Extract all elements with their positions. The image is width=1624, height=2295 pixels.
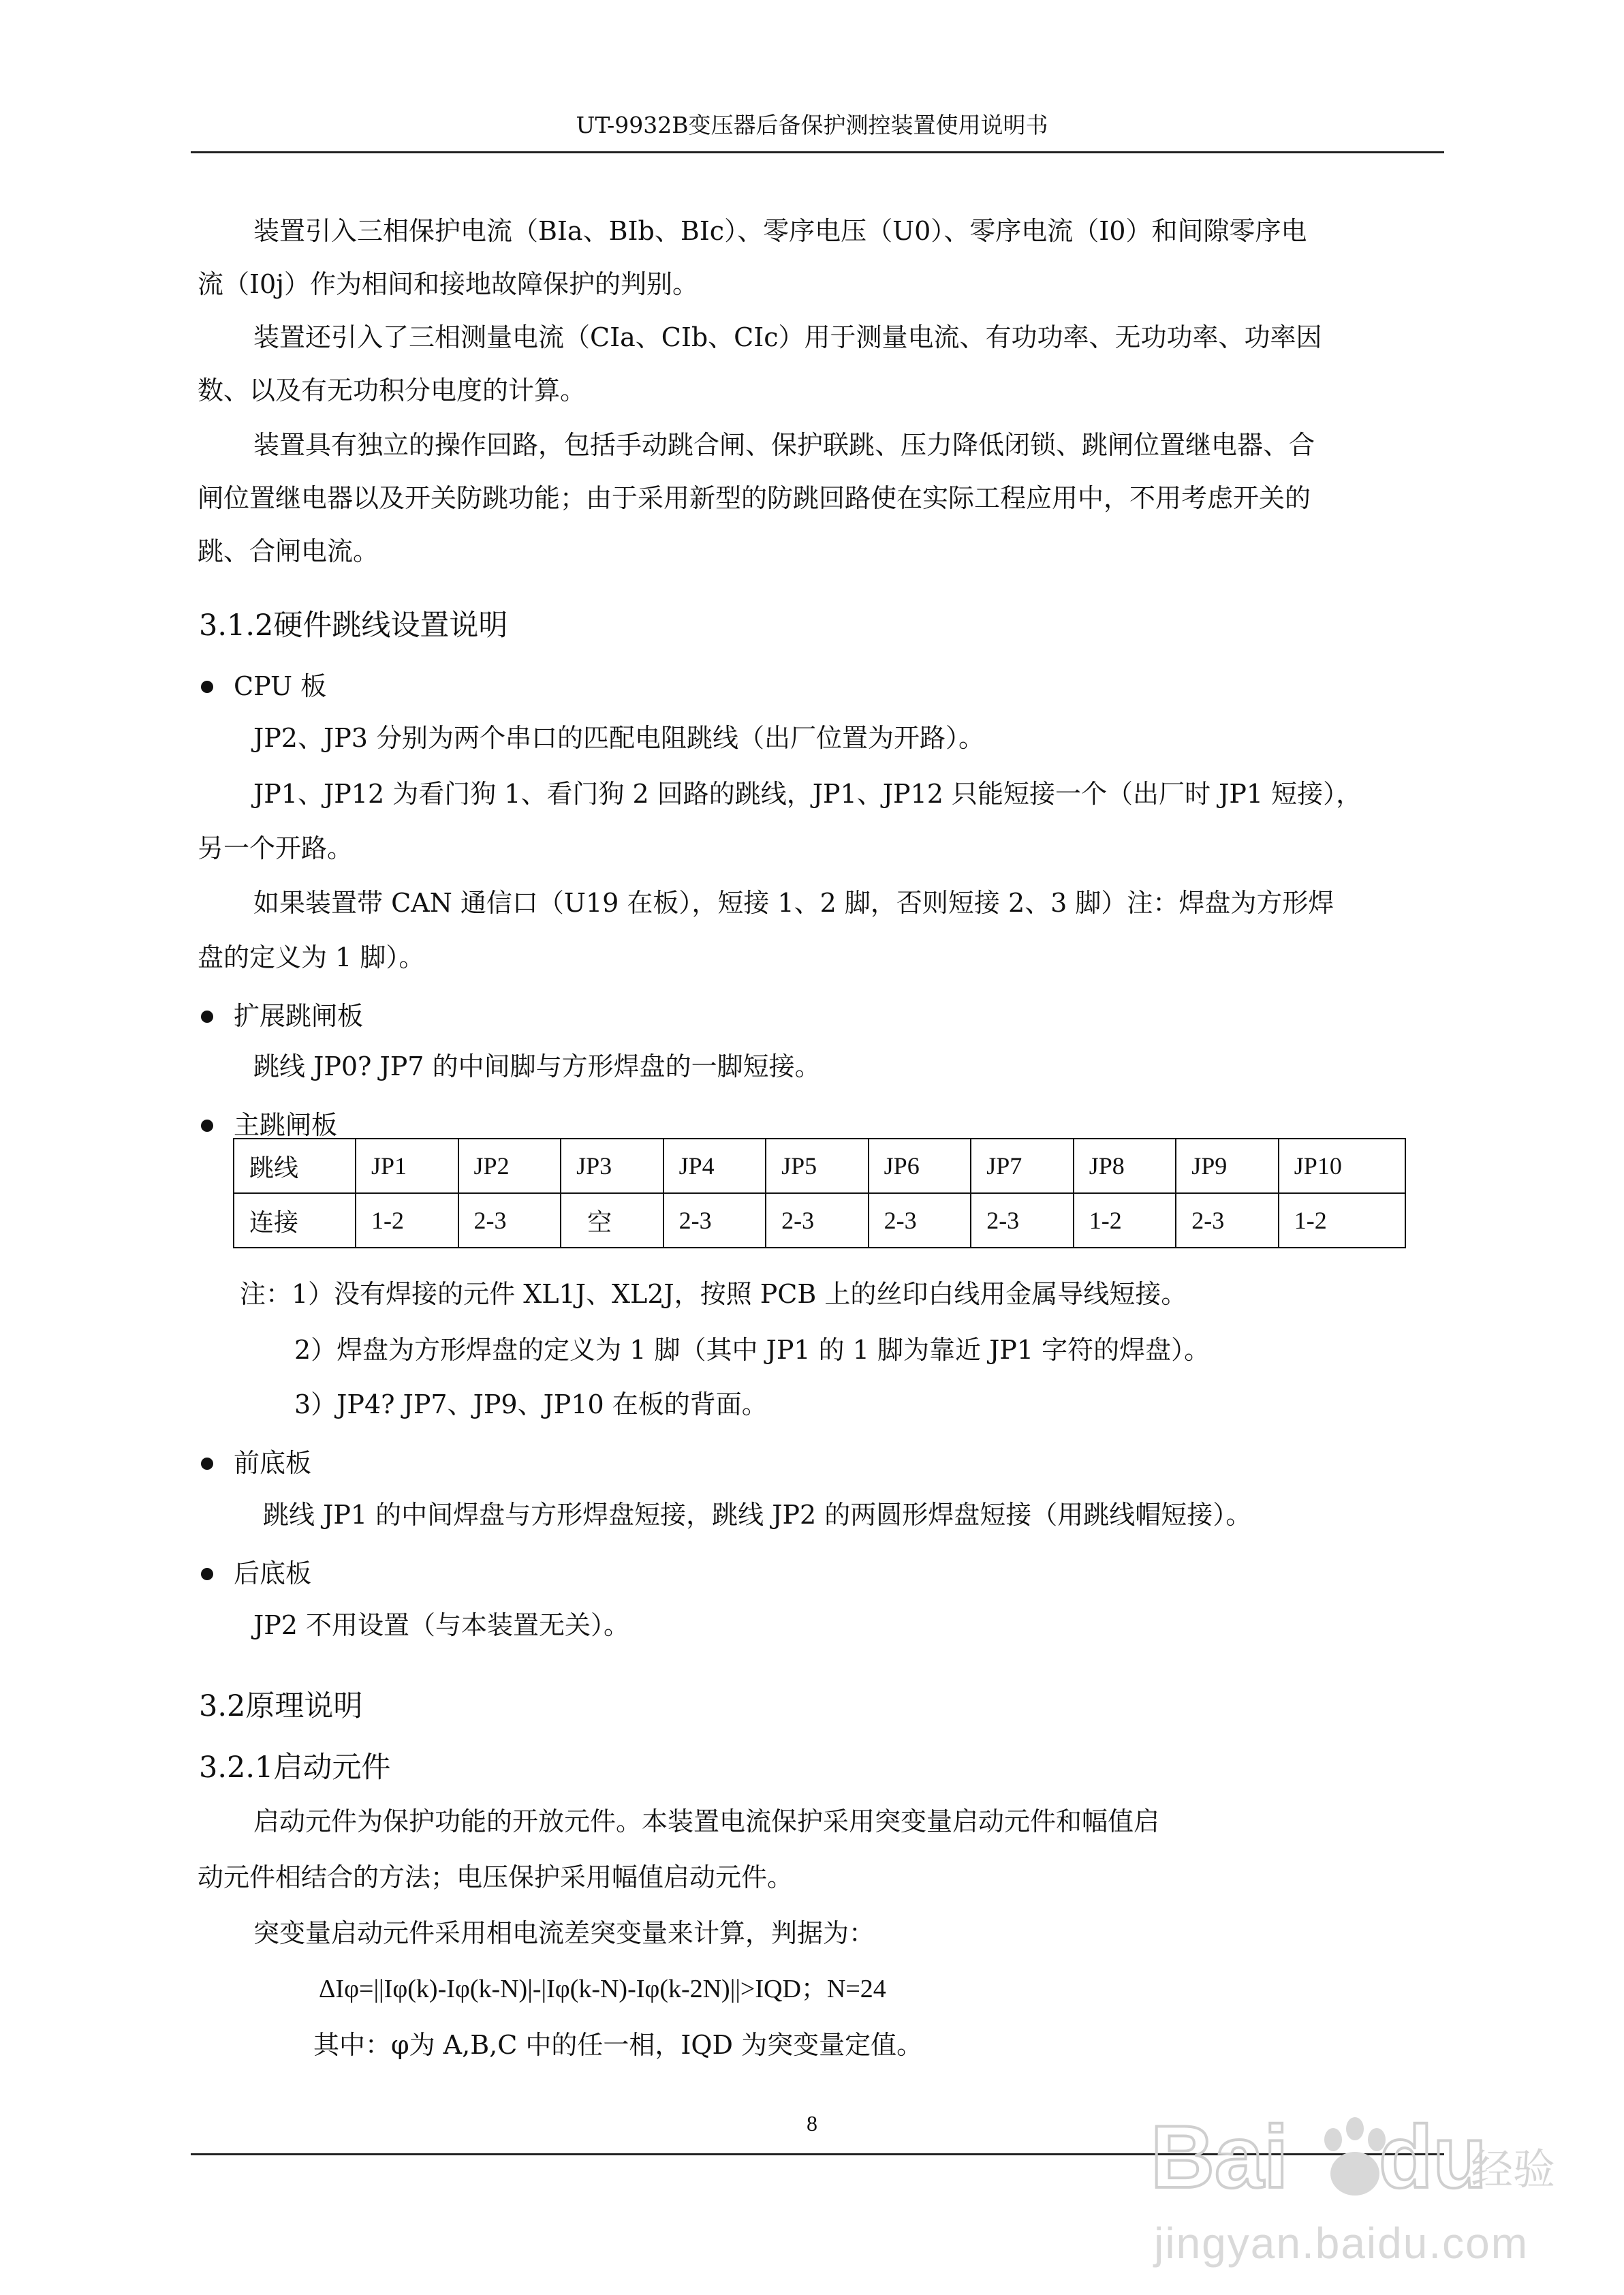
paragraph-line: 跳、合闸电流。: [198, 536, 379, 566]
svg-text:Bai: Bai: [1151, 2107, 1289, 2206]
svg-text:du: du: [1379, 2107, 1487, 2206]
table-cell: JP6: [869, 1139, 971, 1193]
paw-icon: [1324, 2117, 1386, 2196]
bullet-label: CPU 板: [234, 671, 327, 701]
bullet-main-trip-board: [201, 1104, 337, 1141]
table-cell: 空: [561, 1193, 663, 1248]
table-row: [234, 1139, 1405, 1193]
paragraph-line: JP1、JP12 为看门狗 1、看门狗 2 回路的跳线，JP1、JP12 只能短接一个（出厂时 JP1 短接），: [253, 779, 1362, 809]
page-header-title: UT-9932B变压器后备保护测控装置使用说明书: [576, 112, 1048, 138]
table-cell: JP5: [766, 1139, 869, 1193]
table-cell: 1-2: [356, 1193, 458, 1248]
table-cell: JP10: [1279, 1139, 1405, 1193]
table-cell: 1-2: [1074, 1193, 1176, 1248]
bullet-label: 后底板: [234, 1558, 312, 1588]
baidu-jingyan-watermark: [1151, 2099, 1559, 2215]
page-number: 8: [807, 2111, 817, 2136]
table-cell: 2-3: [971, 1193, 1074, 1248]
paragraph-line: JP2、JP3 分别为两个串口的匹配电阻跳线（出厂位置为开路）。: [253, 723, 985, 753]
bullet-extension-trip-board: [201, 995, 363, 1032]
note-line: 注：1）没有焊接的元件 XL1J、XL2J，按照 PCB 上的丝印白线用金属导线短接。: [240, 1279, 1187, 1309]
paragraph-line: 跳线 JP1 的中间焊盘与方形焊盘短接，跳线 JP2 的两圆形焊盘短接（用跳线帽短接）。: [263, 1500, 1252, 1530]
paragraph-line: 启动元件为保护功能的开放元件。本装置电流保护采用突变量启动元件和幅值启: [253, 1806, 1160, 1836]
baidu-logo-icon: [1151, 2099, 1559, 2215]
table-cell: JP8: [1074, 1139, 1176, 1193]
table-cell: 2-3: [1176, 1193, 1279, 1248]
table-cell: JP3: [561, 1139, 663, 1193]
bullet-dot-icon: [201, 1011, 213, 1023]
paragraph-line: 装置具有独立的操作回路，包括手动跳合闸、保护联跳、压力降低闭锁、跳闸位置继电器、合: [253, 430, 1315, 460]
jumper-table: [233, 1138, 1406, 1248]
table-cell: JP1: [356, 1139, 458, 1193]
paragraph-line: 动元件相结合的方法；电压保护采用幅值启动元件。: [198, 1862, 794, 1892]
table-cell: JP2: [458, 1139, 561, 1193]
paragraph-line: 装置还引入了三相测量电流（CIa、CIb、CIc）用于测量电流、有功功率、无功功率、功率因: [253, 322, 1322, 352]
paragraph-line: 其中：φ为 A,B,C 中的任一相，IQD 为突变量定值。: [313, 2030, 923, 2060]
paragraph-line: 另一个开路。: [198, 833, 354, 863]
paragraph-line: 闸位置继电器以及开关防跳功能；由于采用新型的防跳回路使在实际工程应用中，不用考虑开关的: [198, 483, 1311, 513]
table-cell: 连接: [234, 1193, 356, 1248]
bullet-label: 扩展跳闸板: [234, 1001, 364, 1031]
table-cell: JP7: [971, 1139, 1074, 1193]
svg-text:经验: 经验: [1471, 2144, 1556, 2194]
note-line: 2）焊盘为方形焊盘的定义为 1 脚（其中 JP1 的 1 脚为靠近 JP1 字符的焊盘）。: [294, 1335, 1211, 1365]
bullet-rear-base-board: [201, 1552, 311, 1590]
paragraph-line: 如果装置带 CAN 通信口（U19 在板），短接 1、2 脚，否则短接 2、3 脚）注：焊盘为方形焊: [253, 888, 1334, 918]
bullet-dot-icon: [201, 1120, 213, 1132]
table-cell: 2-3: [869, 1193, 971, 1248]
formula: ΔIφ=||Iφ(k)-Iφ(k-N)|-|Iφ(k-N)-Iφ(k-2N)||>IQD；N=24: [319, 1975, 886, 2003]
note-line: 3）JP4? JP7、JP9、JP10 在板的背面。: [294, 1389, 768, 1419]
paragraph-line: 数、以及有无功积分电度的计算。: [198, 375, 587, 405]
bullet-front-base-board: [201, 1442, 311, 1479]
paragraph-line: 突变量启动元件采用相电流差突变量来计算，判据为：: [253, 1918, 875, 1948]
bullet-cpu-board: [201, 665, 326, 703]
section-heading-3-2-1: 3.2.1启动元件: [199, 1751, 391, 1785]
table-cell: JP9: [1176, 1139, 1279, 1193]
section-heading-3-1-2: 3.1.2硬件跳线设置说明: [199, 609, 508, 643]
table-cell: 2-3: [766, 1193, 869, 1248]
paragraph-line: 跳线 JP0? JP7 的中间脚与方形焊盘的一脚短接。: [253, 1051, 821, 1081]
paragraph-line: 盘的定义为 1 脚）。: [198, 942, 425, 972]
table-row: [234, 1193, 1405, 1248]
table-cell: 1-2: [1279, 1193, 1405, 1248]
bullet-label: 前底板: [234, 1448, 312, 1478]
bullet-dot-icon: [201, 1458, 213, 1470]
paragraph-line: 装置引入三相保护电流（BIa、BIb、BIc）、零序电压（U0）、零序电流（I0）和间隙零序电: [253, 216, 1307, 246]
table-cell: 2-3: [663, 1193, 766, 1248]
table-cell: 跳线: [234, 1139, 356, 1193]
watermark-url: jingyan.baidu.com: [1154, 2219, 1529, 2268]
bullet-label: 主跳闸板: [234, 1110, 338, 1140]
table-cell: 2-3: [458, 1193, 561, 1248]
paragraph-line: 流（I0j）作为相间和接地故障保护的判别。: [198, 269, 698, 299]
paragraph-line: JP2 不用设置（与本装置无关）。: [253, 1610, 630, 1640]
bullet-dot-icon: [201, 1568, 213, 1580]
header-rule: [191, 151, 1444, 153]
section-heading-3-2: 3.2原理说明: [199, 1689, 363, 1723]
table-cell: JP4: [663, 1139, 766, 1193]
bullet-dot-icon: [201, 681, 213, 693]
